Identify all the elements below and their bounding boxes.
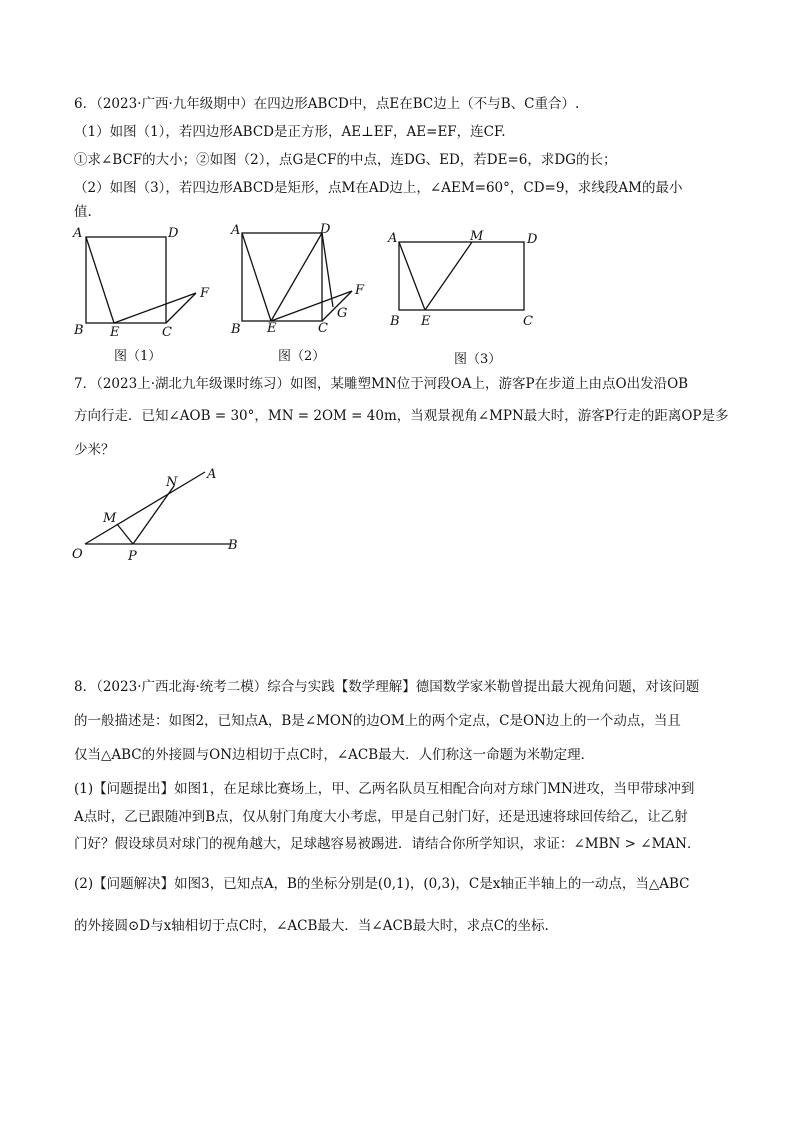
fig1-label-f: F	[200, 286, 210, 301]
fig2-label-e: E	[267, 321, 277, 336]
fig1-label-b: B	[74, 323, 84, 338]
caption-fig-2: 图（2）	[278, 349, 326, 364]
caption-fig-3: 图（3）	[454, 352, 502, 367]
caption-fig-1: 图（1）	[114, 349, 162, 364]
q8-line-6: 门好？假设球员对球门的视角越大，足球越容易被踢进．请结合你所学知识，求证：∠MBN > ∠MAN．	[74, 836, 701, 852]
fig3-label-m: M	[470, 229, 484, 244]
q8-line-4: (1)【问题提出】如图1，在足球比赛场上，甲、乙两名队员互相配合向对方球门MN进攻，当甲带球冲到	[74, 781, 695, 797]
fig1-label-d: D	[168, 226, 179, 241]
fig1-label-e: E	[110, 325, 120, 340]
fig2-label-b: B	[231, 322, 241, 337]
fig3-label-b: B	[390, 314, 400, 329]
fig3-label-c: C	[523, 314, 533, 329]
q8-line-3: 仅当△ABC的外接圆与ON边相切于点C时，∠ACB最大．人们称这一命题为米勒定理．	[74, 747, 595, 763]
q7-line-2: 方向行走．已知∠AOB = 30°，MN = 2OM = 40m，当观景视角∠MPN最大时，游客P行走的距离OP是多	[74, 408, 729, 424]
q8-line-2: 的一般描述是：如图2，已知点A，B是∠MON的边OM上的两个定点，C是ON边上的一个动点，当且	[74, 713, 681, 729]
q7-label-p: P	[128, 549, 137, 564]
q6-line-3: ①求∠BCF的大小；②如图（2），点G是CF的中点，连DG、ED，若DE=6，求DG的长；	[74, 152, 617, 168]
fig2-label-c: C	[318, 321, 328, 336]
fig2-label-a: A	[231, 223, 241, 238]
q7-label-m: M	[103, 511, 117, 526]
fig2-label-g: G	[337, 306, 348, 321]
q6-line-4: （2）如图（3），若四边形ABCD是矩形，点M在AD边上，∠AEM=60°，CD=9，求线段AM的最小	[74, 180, 683, 196]
q6-line-1: 6．（2023·广西·九年级期中）在四边形ABCD中，点E在BC边上（不与B、C重合）.	[74, 96, 580, 112]
fig1-label-a: A	[73, 226, 83, 241]
q7-label-b: B	[228, 538, 238, 553]
fig2-label-f: F	[355, 283, 365, 298]
fig1-label-c: C	[162, 325, 172, 340]
q7-label-a: A	[207, 467, 217, 482]
q7-line-1: 7．（2023上·湖北九年级课时练习）如图，某雕塑MN位于河段OA上，游客P在步道上由点O出发沿OB	[74, 376, 689, 392]
fig3-label-e: E	[421, 314, 431, 329]
fig2-label-d: D	[320, 222, 331, 237]
q8-line-5: A点时，乙已跟随冲到B点，仅从射门角度大小考虑，甲是自己射门好，还是迅速将球回传给乙，让乙射	[74, 809, 688, 825]
q8-line-8: 的外接圆⊙D与x轴相切于点C时，∠ACB最大．当∠ACB最大时，求点C的坐标.	[74, 918, 549, 934]
q8-line-7: (2)【问题解决】如图3，已知点A，B的坐标分别是(0,1)，(0,3)，C是x轴正半轴上的一动点，当△ABC	[74, 876, 690, 892]
q7-label-n: N	[166, 475, 178, 490]
q7-line-3: 少米？	[74, 442, 115, 458]
q7-label-o: O	[72, 547, 83, 562]
q6-line-2: （1）如图（1），若四边形ABCD是正方形，AE⊥EF，AE=EF，连CF.	[74, 124, 506, 140]
q8-line-1: 8．（2023·广西北海·统考二模）综合与实践【数学理解】德国数学家米勒曾提出最大视角问题，对该问题	[74, 679, 700, 695]
q6-line-5: 值.	[74, 204, 92, 220]
fig3-label-a: A	[388, 231, 398, 246]
fig3-label-d: D	[527, 232, 538, 247]
